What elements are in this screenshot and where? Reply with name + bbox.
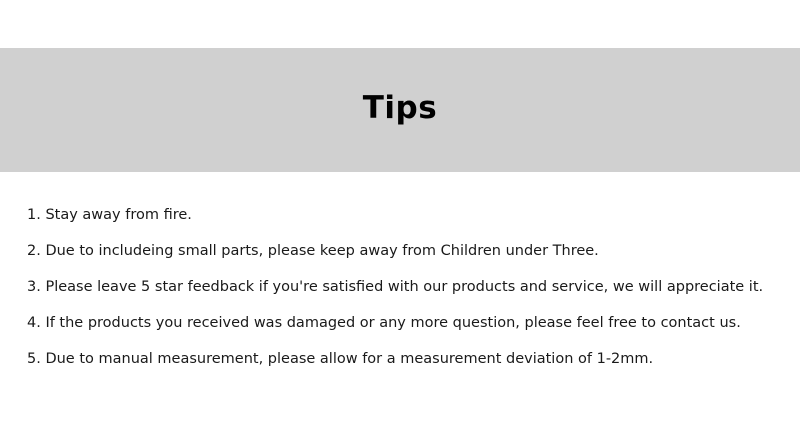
tips-list (27, 203, 787, 383)
tips-header-band (0, 48, 800, 172)
tip-item: 5. Due to manual measurement, please allow for a measurement deviation of 1-2mm. (27, 351, 654, 367)
tip-item: 4. If the products you received was damaged or any more question, please feel free to contact us. (27, 315, 741, 331)
tip-item: 3. Please leave 5 star feedback if you're satisfied with our products and service, we will appreciate it. (27, 279, 764, 295)
tip-item: 1. Stay away from fire. (27, 207, 192, 223)
page-title: Tips (362, 90, 438, 126)
tip-item: 2. Due to includeing small parts, please keep away from Children under Three. (27, 243, 599, 259)
